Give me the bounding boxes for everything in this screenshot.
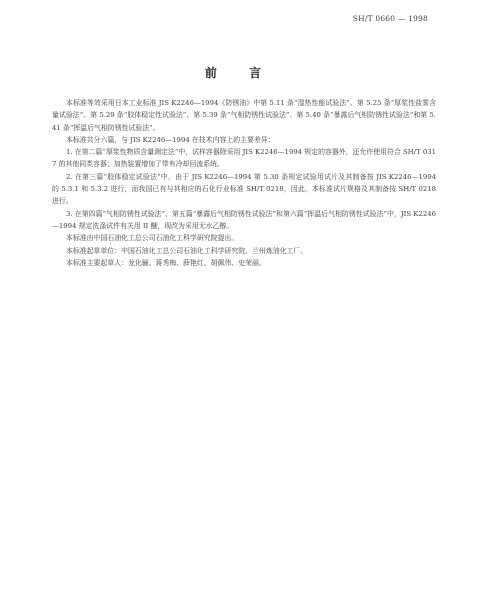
page-title: 前 言 — [204, 66, 276, 80]
paragraph-differences: 本标准共分六篇，与 JIS K2246—1994 在技术内容上的主要差异： — [66, 135, 275, 144]
paragraph-proposer: 本标准由中国石油化工总公司石油化工科学研究院提出。 — [66, 234, 239, 243]
paragraph-intro: 本标准等效采用日本工业标准 JIS K2246—1994《防锈油》中第 5.11 条“湿热性能试验法”、第 5.25 条“厚浆性盐雾含量试验法”、第 5.29 条“胶体稳定性试验法”、第 5.39 条“气相防锈性试验法”、第 5.40 条“暴露后气相防锈性试验法”和第 5.41 条“挥温后气相防锈性试验法”。 — [52, 99, 436, 132]
standard-code: SH/T 0660 — 1998 — [352, 14, 428, 23]
paragraph-item-1: 1. 在第二篇“厚浆性物质含量测定法”中，试样容器除采用 JIS K2246—1994 规定的容器外，还允许使用符合 SH/T 0317 的其他同类容器；加热装置增加了带有冷却回流系统。 — [52, 148, 436, 169]
paragraph-item-2: 2. 在第三篇“胶体稳定试验法”中，由于 JIS K2246—1994 第 5.30 条规定试验用试片及其制备按 JIS K2246—1994 的 5.3.1 和 5.3.2 进行，而我国已有与其相应的石化行业标准 SH/T 0218，因此，本标准试片规格及其制备按 SH/T 0218 进行。 — [52, 172, 436, 206]
paragraph-drafting-unit: 本标准起草单位：中国石油化工总公司石油化工科学研究院、兰州炼油化工厂。 — [66, 246, 308, 255]
foreword-body — [52, 97, 436, 269]
paragraph-item-3: 3. 在第四篇“气相防锈性试验法”、第五篇“暴露后气相防锈性试验法”和第六篇“挥温后气相防锈性试验法”中，JIS K2246—1994 规定洗涤试件有关用 II 醚，现改为采用无水乙醇。 — [52, 209, 436, 230]
paragraph-drafters: 本标准主要起草人：龙化骊、蒋秀梅、薛艳红、胡佩伟、史荣丽。 — [66, 258, 266, 267]
